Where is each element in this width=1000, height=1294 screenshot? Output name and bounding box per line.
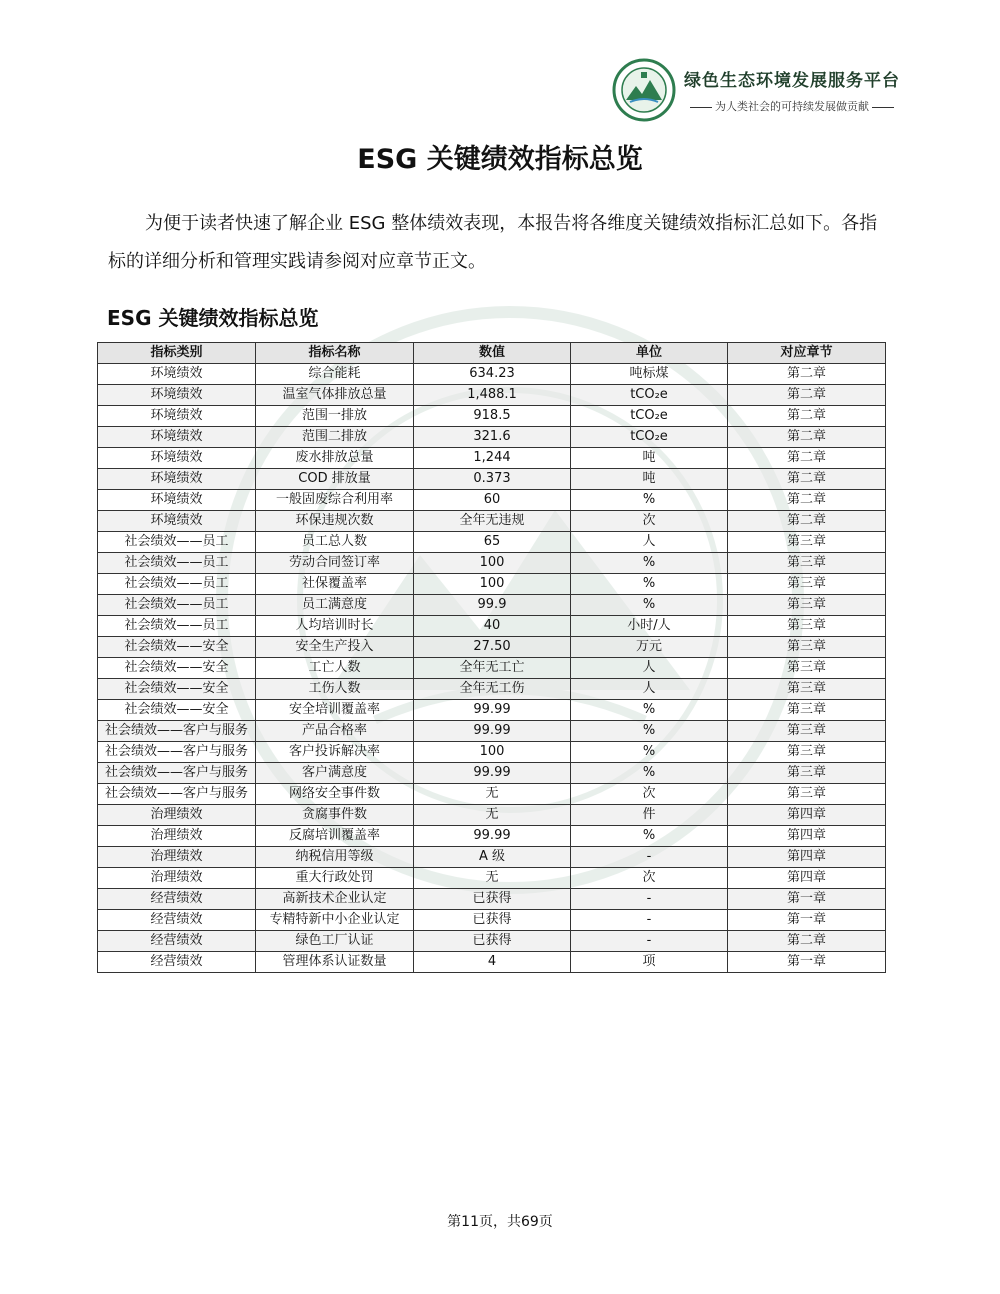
table-cell: 环境绩效 <box>98 448 256 469</box>
table-cell: 65 <box>414 532 571 553</box>
table-cell: 治理绩效 <box>98 868 256 889</box>
table-cell: 社会绩效——客户与服务 <box>98 742 256 763</box>
table-cell: 劳动合同签订率 <box>256 553 414 574</box>
table-cell: 634.23 <box>414 364 571 385</box>
table-cell: 已获得 <box>414 889 571 910</box>
table-cell: 第二章 <box>728 385 886 406</box>
table-row <box>98 532 886 553</box>
table-cell: 治理绩效 <box>98 847 256 868</box>
table-row <box>98 889 886 910</box>
table-row <box>98 553 886 574</box>
table-cell: 全年无工亡 <box>414 658 571 679</box>
table-cell: 第三章 <box>728 616 886 637</box>
table-cell: 第四章 <box>728 826 886 847</box>
table-cell: % <box>571 763 728 784</box>
brand-name: 绿色生态环境发展服务平台 <box>684 71 900 91</box>
column-header: 单位 <box>571 343 728 364</box>
table-cell: 件 <box>571 805 728 826</box>
table-cell: 社会绩效——安全 <box>98 658 256 679</box>
table-cell: 工亡人数 <box>256 658 414 679</box>
table-cell: 温室气体排放总量 <box>256 385 414 406</box>
table-cell: 1,244 <box>414 448 571 469</box>
table-cell: 第三章 <box>728 784 886 805</box>
table-cell: 第一章 <box>728 910 886 931</box>
table-cell: 环境绩效 <box>98 364 256 385</box>
table-cell: 第二章 <box>728 490 886 511</box>
table-cell: 27.50 <box>414 637 571 658</box>
table-cell: 社会绩效——客户与服务 <box>98 784 256 805</box>
table-cell: 社保覆盖率 <box>256 574 414 595</box>
table-row <box>98 364 886 385</box>
table-cell: 重大行政处罚 <box>256 868 414 889</box>
table-cell: 人 <box>571 532 728 553</box>
table-cell: 第三章 <box>728 658 886 679</box>
table-cell: 第一章 <box>728 889 886 910</box>
table-cell: 第三章 <box>728 700 886 721</box>
table-row <box>98 406 886 427</box>
table-cell: 客户满意度 <box>256 763 414 784</box>
table-cell: 0.373 <box>414 469 571 490</box>
table-cell: 人均培训时长 <box>256 616 414 637</box>
table-cell: 纳税信用等级 <box>256 847 414 868</box>
table-cell: 产品合格率 <box>256 721 414 742</box>
table-cell: - <box>571 931 728 952</box>
table-cell: 员工满意度 <box>256 595 414 616</box>
table-row <box>98 910 886 931</box>
table-row <box>98 763 886 784</box>
table-cell: 社会绩效——员工 <box>98 553 256 574</box>
table-cell: % <box>571 700 728 721</box>
table-cell: 经营绩效 <box>98 931 256 952</box>
table-cell: 第三章 <box>728 574 886 595</box>
table-cell: 无 <box>414 868 571 889</box>
table-cell: 第二章 <box>728 448 886 469</box>
table-cell: 社会绩效——员工 <box>98 616 256 637</box>
table-cell: 第三章 <box>728 553 886 574</box>
table-cell: 一般固废综合利用率 <box>256 490 414 511</box>
table-row <box>98 385 886 406</box>
brand-slogan: 为人类社会的可持续发展做贡献 <box>687 98 897 114</box>
table-cell: 环境绩效 <box>98 469 256 490</box>
table-cell: 100 <box>414 742 571 763</box>
table-cell: % <box>571 721 728 742</box>
table-row <box>98 805 886 826</box>
table-cell: 第三章 <box>728 721 886 742</box>
table-cell: 环境绩效 <box>98 406 256 427</box>
table-cell: 安全培训覆盖率 <box>256 700 414 721</box>
table-cell: 环境绩效 <box>98 427 256 448</box>
table-cell: 99.99 <box>414 826 571 847</box>
table-cell: COD 排放量 <box>256 469 414 490</box>
table-cell: % <box>571 826 728 847</box>
intro-paragraph: 为便于读者快速了解企业 ESG 整体绩效表现，本报告将各维度关键绩效指标汇总如下。各指标的详细分析和管理实践请参阅对应章节正文。 <box>108 213 878 272</box>
table-cell: 社会绩效——客户与服务 <box>98 721 256 742</box>
table-cell: 管理体系认证数量 <box>256 952 414 973</box>
table-cell: 贪腐事件数 <box>256 805 414 826</box>
table-row <box>98 637 886 658</box>
table-cell: 次 <box>571 511 728 532</box>
table-cell: 第三章 <box>728 532 886 553</box>
table-row <box>98 658 886 679</box>
table-cell: 综合能耗 <box>256 364 414 385</box>
table-cell: 工伤人数 <box>256 679 414 700</box>
table-row <box>98 784 886 805</box>
table-row <box>98 868 886 889</box>
table-cell: 第二章 <box>728 469 886 490</box>
table-cell: 社会绩效——员工 <box>98 532 256 553</box>
page-title: ESG 关键绩效指标总览 <box>357 144 643 175</box>
table-cell: A 级 <box>414 847 571 868</box>
table-cell: 绿色工厂认证 <box>256 931 414 952</box>
table-cell: 环保违规次数 <box>256 511 414 532</box>
table-row <box>98 574 886 595</box>
table-cell: 万元 <box>571 637 728 658</box>
table-cell: 40 <box>414 616 571 637</box>
table-cell: 次 <box>571 868 728 889</box>
kpi-table <box>97 342 886 973</box>
table-cell: 已获得 <box>414 910 571 931</box>
table-cell: % <box>571 595 728 616</box>
table-cell: 99.99 <box>414 700 571 721</box>
table-cell: 次 <box>571 784 728 805</box>
table-cell: 人 <box>571 679 728 700</box>
table-cell: 第三章 <box>728 679 886 700</box>
table-row <box>98 700 886 721</box>
table-cell: 废水排放总量 <box>256 448 414 469</box>
table-cell: 经营绩效 <box>98 952 256 973</box>
column-header: 指标类别 <box>98 343 256 364</box>
table-row <box>98 616 886 637</box>
table-cell: 社会绩效——安全 <box>98 700 256 721</box>
table-cell: 社会绩效——安全 <box>98 637 256 658</box>
table-cell: - <box>571 889 728 910</box>
table-cell: 100 <box>414 574 571 595</box>
table-cell: 第四章 <box>728 847 886 868</box>
table-row <box>98 448 886 469</box>
table-row <box>98 742 886 763</box>
table-cell: 吨 <box>571 469 728 490</box>
table-row <box>98 847 886 868</box>
table-cell: 第一章 <box>728 952 886 973</box>
table-cell: 经营绩效 <box>98 910 256 931</box>
table-cell: 网络安全事件数 <box>256 784 414 805</box>
table-cell: 4 <box>414 952 571 973</box>
table-cell: 员工总人数 <box>256 532 414 553</box>
table-cell: 范围一排放 <box>256 406 414 427</box>
table-cell: 社会绩效——客户与服务 <box>98 763 256 784</box>
table-row <box>98 931 886 952</box>
section-title: ESG 关键绩效指标总览 <box>107 306 319 330</box>
table-cell: 环境绩效 <box>98 511 256 532</box>
table-cell: 第三章 <box>728 637 886 658</box>
column-header: 数值 <box>414 343 571 364</box>
table-cell: 99.99 <box>414 763 571 784</box>
page-number: 第11页，共69页 <box>447 1214 553 1230</box>
table-cell: 治理绩效 <box>98 826 256 847</box>
table-cell: 全年无工伤 <box>414 679 571 700</box>
table-cell: 社会绩效——安全 <box>98 679 256 700</box>
table-cell: 无 <box>414 805 571 826</box>
table-cell: 高新技术企业认定 <box>256 889 414 910</box>
column-header: 指标名称 <box>256 343 414 364</box>
table-cell: 客户投诉解决率 <box>256 742 414 763</box>
table-cell: 安全生产投入 <box>256 637 414 658</box>
table-cell: 第二章 <box>728 427 886 448</box>
table-cell: 99.99 <box>414 721 571 742</box>
table-cell: 918.5 <box>414 406 571 427</box>
table-cell: 治理绩效 <box>98 805 256 826</box>
table-cell: % <box>571 490 728 511</box>
table-row <box>98 826 886 847</box>
table-cell: 范围二排放 <box>256 427 414 448</box>
table-row <box>98 427 886 448</box>
table-row <box>98 511 886 532</box>
table-cell: tCO₂e <box>571 406 728 427</box>
table-row <box>98 679 886 700</box>
table-cell: 第二章 <box>728 931 886 952</box>
table-cell: tCO₂e <box>571 427 728 448</box>
table-cell: 第二章 <box>728 364 886 385</box>
table-row <box>98 721 886 742</box>
table-cell: % <box>571 553 728 574</box>
table-cell: 1,488.1 <box>414 385 571 406</box>
page-header <box>612 58 900 122</box>
table-cell: - <box>571 910 728 931</box>
table-cell: 第三章 <box>728 595 886 616</box>
platform-logo-icon <box>612 58 676 122</box>
table-cell: 99.9 <box>414 595 571 616</box>
table-cell: 环境绩效 <box>98 490 256 511</box>
table-cell: 环境绩效 <box>98 385 256 406</box>
table-cell: 项 <box>571 952 728 973</box>
table-cell: 321.6 <box>414 427 571 448</box>
table-cell: 60 <box>414 490 571 511</box>
table-cell: 小时/人 <box>571 616 728 637</box>
table-cell: 反腐培训覆盖率 <box>256 826 414 847</box>
table-cell: 第二章 <box>728 406 886 427</box>
table-row <box>98 490 886 511</box>
column-header: 对应章节 <box>728 343 886 364</box>
table-cell: 第三章 <box>728 742 886 763</box>
table-cell: 100 <box>414 553 571 574</box>
table-row <box>98 952 886 973</box>
table-row <box>98 595 886 616</box>
table-cell: 吨标煤 <box>571 364 728 385</box>
table-cell: 经营绩效 <box>98 889 256 910</box>
table-cell: 社会绩效——员工 <box>98 574 256 595</box>
table-cell: 全年无违规 <box>414 511 571 532</box>
table-cell: 无 <box>414 784 571 805</box>
table-cell: % <box>571 742 728 763</box>
table-cell: 第四章 <box>728 805 886 826</box>
table-header-row <box>98 343 886 364</box>
table-cell: 社会绩效——员工 <box>98 595 256 616</box>
table-cell: 专精特新中小企业认定 <box>256 910 414 931</box>
table-cell: 吨 <box>571 448 728 469</box>
table-cell: 第二章 <box>728 511 886 532</box>
table-cell: 人 <box>571 658 728 679</box>
table-cell: % <box>571 574 728 595</box>
table-cell: - <box>571 847 728 868</box>
table-cell: 第三章 <box>728 763 886 784</box>
table-cell: 已获得 <box>414 931 571 952</box>
table-row <box>98 469 886 490</box>
table-cell: 第四章 <box>728 868 886 889</box>
table-cell: tCO₂e <box>571 385 728 406</box>
